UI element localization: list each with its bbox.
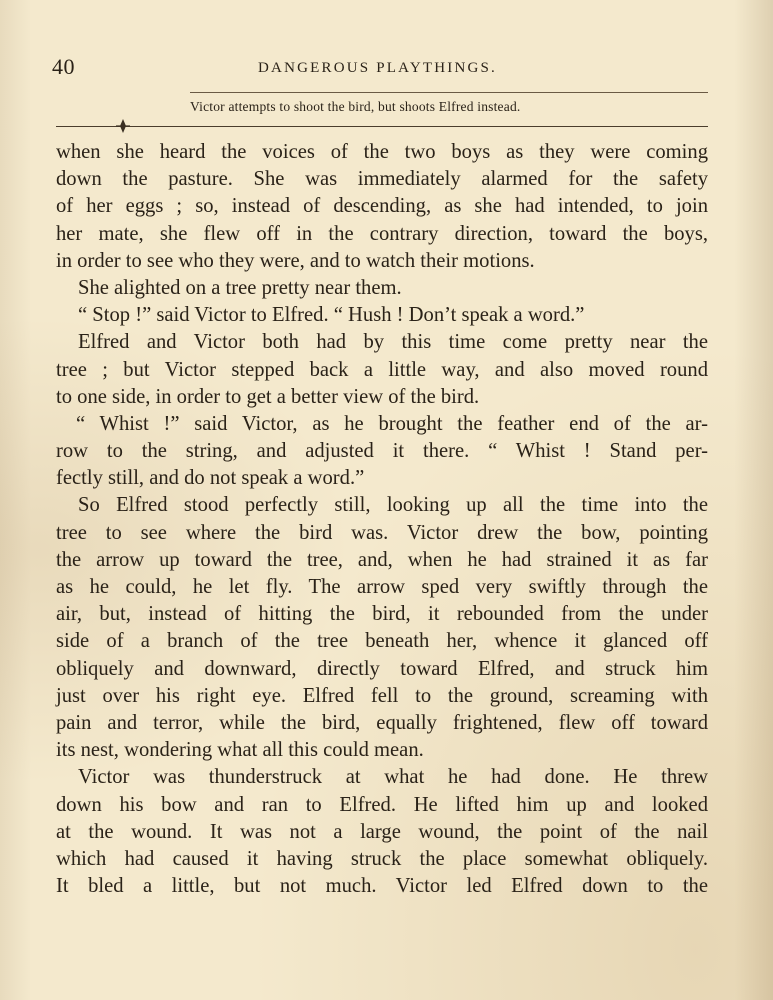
text-line: She alighted on a tree pretty near them. (78, 276, 402, 299)
page-number: 40 (52, 54, 75, 79)
running-head: DANGEROUS PLAYTHINGS. (258, 60, 497, 76)
text-line: Victor was thunderstruck at what he had done. He threw (78, 766, 708, 789)
text-line: its nest, wondering what all this could mean. (56, 739, 424, 762)
text-line: obliquely and downward, directly toward Elfred, and struck him (56, 657, 708, 680)
text-line: when she heard the voices of the two boys as they were coming (56, 141, 708, 163)
text-line: the arrow up toward the tree, and, when he had strained it as far (56, 548, 708, 571)
text-line: tree ; but Victor stepped back a little way, and also moved round (56, 358, 708, 381)
text-line: fectly still, and do not speak a word.” (56, 467, 365, 490)
text-line: as he could, he let fly. The arrow sped very swiftly through the (56, 576, 708, 598)
text-line: in order to see who they were, and to watch their motions. (56, 249, 535, 272)
text-line: “ Stop !” said Victor to Elfred. “ Hush ! Don’t speak a word.” (78, 304, 585, 327)
text-line: her mate, she flew off in the contrary direction, toward the boys, (56, 222, 708, 245)
text-line: tree to see where the bird was. Victor drew the bow, pointing (56, 521, 708, 544)
text-line: “ Whist !” said Victor, as he brought the feather end of the ar- (76, 412, 708, 435)
text-line: pain and terror, while the bird, equally frightened, flew off toward (56, 711, 708, 734)
text-line: side of a branch of the tree beneath her, whence it glanced off (56, 630, 708, 653)
illustration-caption: Victor attempts to shoot the bird, but shoots Elfred instead. (190, 99, 521, 114)
text-line: down the pasture. She was immediately alarmed for the safety (56, 168, 708, 191)
body-text (56, 139, 708, 900)
text-line: So Elfred stood perfectly still, looking up all the time into the (78, 494, 708, 517)
text-line: It bled a little, but not much. Victor led Elfred down to the (56, 875, 708, 898)
text-line: of her eggs ; so, instead of descending, as she had intended, to join (56, 195, 708, 218)
text-line: to one side, in order to get a better view of the bird. (56, 385, 480, 408)
text-line: down his bow and ran to Elfred. He lifted him up and looked (56, 793, 708, 816)
text-line: air, but, instead of hitting the bird, it rebounded from the under (56, 603, 708, 626)
caption-rule (56, 126, 708, 127)
text-line: row to the string, and adjusted it there. “ Whist ! Stand per- (56, 440, 708, 463)
top-rule (190, 92, 708, 93)
ornament-icon (114, 117, 132, 135)
text-line: Elfred and Victor both had by this time come pretty near the (78, 331, 708, 354)
text-line: just over his right eye. Elfred fell to the ground, screaming with (56, 684, 708, 707)
text-line: which had caused it having struck the place somewhat obliquely. (56, 847, 708, 870)
text-line: at the wound. It was not a large wound, the point of the nail (56, 820, 708, 843)
